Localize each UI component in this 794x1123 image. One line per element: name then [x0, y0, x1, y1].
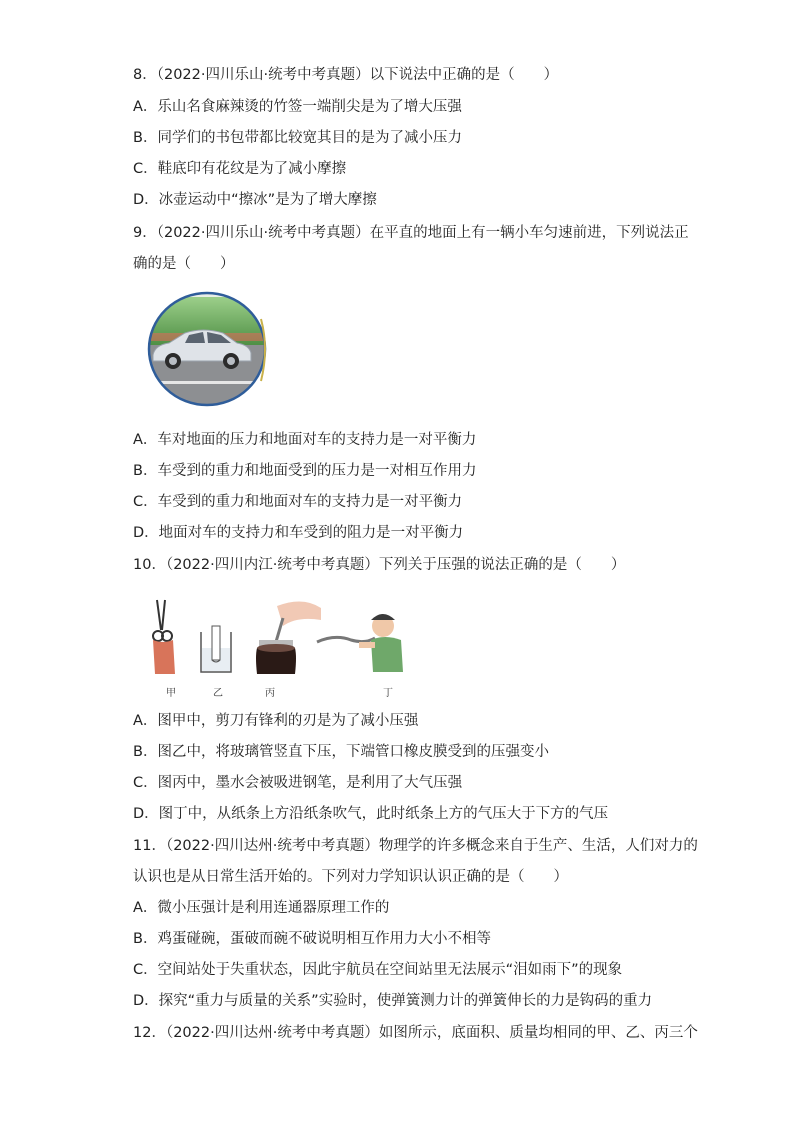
scissors-figure	[153, 600, 175, 674]
boy-blowing-figure	[317, 614, 403, 672]
q11-stem-line1: 11．（2022·四川达州·统考中考真题）物理学的许多概念来自于生产、生活，人们对力的	[133, 838, 698, 854]
q11-option-a: A．微小压强计是利用连通器原理工作的	[133, 900, 390, 916]
q11-stem-line2: 认识也是从日常生活开始的。下列对力学知识认识正确的是（ ）	[133, 869, 568, 885]
figure-label-ding: 丁	[383, 688, 393, 699]
pressure-figures	[145, 596, 415, 680]
figure-label-jia: 甲	[166, 688, 176, 699]
q11-option-c: C．空间站处于失重状态，因此宇航员在空间站里无法展示“泪如雨下”的现象	[133, 962, 623, 978]
q8-option-a: A．乐山名食麻辣烫的竹签一端削尖是为了增大压强	[133, 99, 462, 115]
q10-option-c: C．图丙中，墨水会被吸进钢笔，是利用了大气压强	[133, 775, 463, 791]
ink-bottle-figure	[256, 601, 321, 674]
q8-stem: 8．（2022·四川乐山·统考中考真题）以下说法中正确的是（ ）	[133, 67, 559, 83]
q9-option-d: D．地面对车的支持力和车受到的阻力是一对平衡力	[133, 525, 464, 541]
q11-option-b: B．鸡蛋碰碗，蛋破而碗不破说明相互作用力大小不相等	[133, 931, 491, 947]
q9-option-b: B．车受到的重力和地面受到的压力是一对相互作用力	[133, 463, 477, 479]
figure-label-yi: 乙	[213, 688, 223, 699]
q10-option-a: A．图甲中，剪刀有锋利的刃是为了减小压强	[133, 713, 419, 729]
q8-option-c: C．鞋底印有花纹是为了减小摩擦	[133, 161, 347, 177]
q8-option-b: B．同学们的书包带都比较宽其目的是为了减小压力	[133, 130, 462, 146]
q9-option-a: A．车对地面的压力和地面对车的支持力是一对平衡力	[133, 432, 477, 448]
q9-stem-line1: 9．（2022·四川乐山·统考中考真题）在平直的地面上有一辆小车匀速前进，下列说法正	[133, 225, 689, 241]
q8-option-d: D．冰壶运动中“擦冰”是为了增大摩擦	[133, 192, 377, 208]
q12-stem-line1: 12．（2022·四川达州·统考中考真题）如图所示，底面积、质量均相同的甲、乙、丙三个	[133, 1025, 698, 1041]
beaker-figure	[201, 626, 231, 672]
figure-label-bing: 丙	[265, 688, 275, 699]
q9-option-c: C．车受到的重力和地面对车的支持力是一对平衡力	[133, 494, 463, 510]
car-photo-figure	[145, 289, 273, 411]
q10-option-b: B．图乙中，将玻璃管竖直下压，下端管口橡皮膜受到的压强变小	[133, 744, 549, 760]
q9-stem-line2: 确的是（ ）	[133, 256, 235, 272]
q11-option-d: D．探究“重力与质量的关系”实验时，使弹簧测力计的弹簧伸长的力是钩码的重力	[133, 993, 653, 1009]
q10-option-d: D．图丁中，从纸条上方沿纸条吹气，此时纸条上方的气压大于下方的气压	[133, 806, 609, 822]
q10-stem: 10．（2022·四川内江·统考中考真题）下列关于压强的说法正确的是（ ）	[133, 557, 626, 573]
